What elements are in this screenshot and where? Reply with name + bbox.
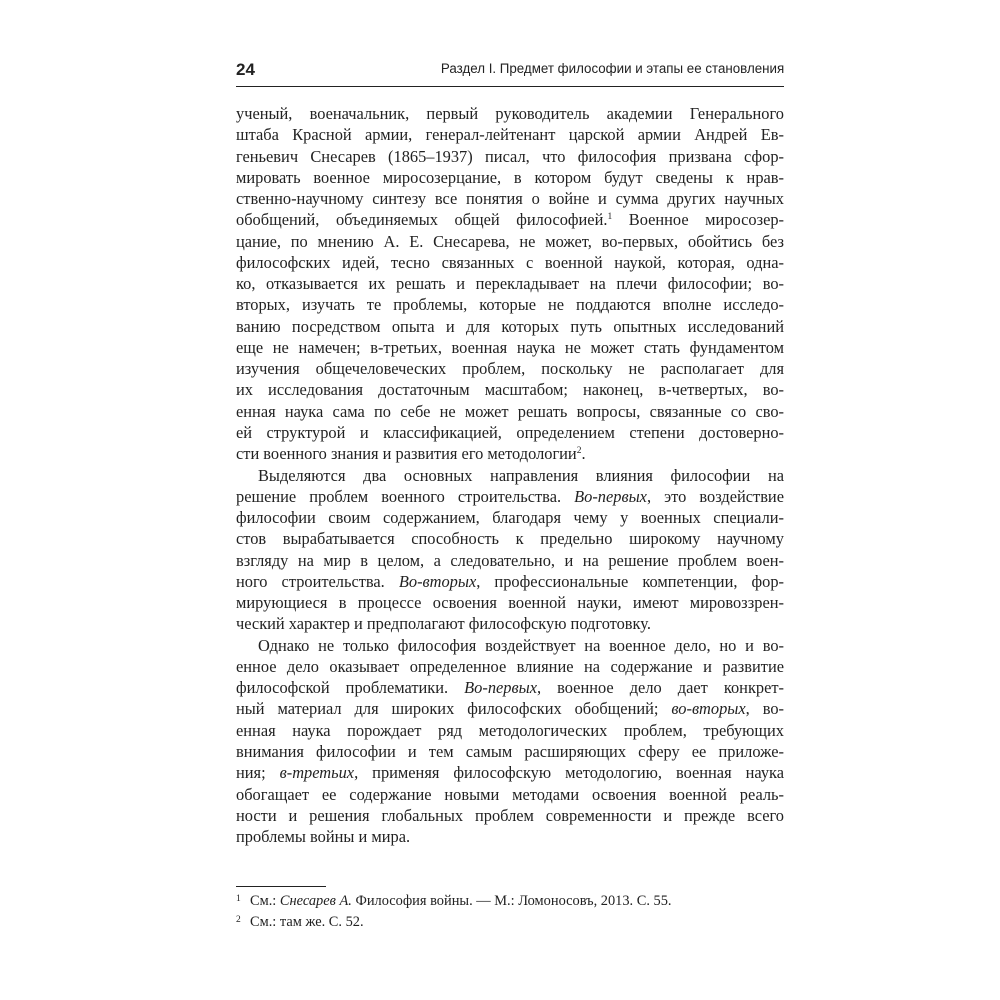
text-line: енная наука порождает ряд методологических проблем, требующих [236, 720, 784, 740]
text-line: вторых, изучать те проблемы, которые не поддаются вполне исследо- [236, 295, 784, 315]
text-segment: , применяя философскую методологию, военная наука [354, 763, 785, 783]
text-line [236, 677, 784, 698]
text-segment: философской проблематики. [236, 678, 465, 698]
text-line: ванию посредством опыта и для которых путь опытных исследований [236, 316, 784, 336]
emphasis: Во-первых [574, 486, 647, 506]
text-line [236, 486, 784, 507]
footnotes [236, 891, 784, 933]
footnote-rule [236, 886, 326, 887]
text-segment: сти военного знания и развития его методологии [236, 444, 577, 464]
text-line: взгляду на мир в целом, а следовательно, и на решение проблем воен- [236, 550, 784, 570]
text-line: философских идей, тесно связанных с военной наукой, которая, одна- [236, 252, 784, 272]
text-line: мировать военное миросозерцание, в котором будут сведены к нрав- [236, 167, 784, 187]
text-line [236, 443, 784, 464]
paragraph-3 [236, 635, 784, 848]
emphasis: Во-вторых [398, 571, 477, 591]
text-line: енная наука сама по себе не может решать вопросы, связанные со сво- [236, 401, 784, 421]
footnote-text: См.: [250, 893, 280, 909]
footnote-2 [236, 912, 784, 933]
text-line [236, 762, 784, 783]
text-line: штаба Красной армии, генерал-лейтенант царской армии Андрей Ев- [236, 125, 784, 145]
footnote-mark: 2 [236, 915, 241, 925]
text-line: цание, по мнению А. Е. Снесарева, не может, во-первых, обойтись без [236, 231, 784, 251]
text-segment: решение проблем военного строительства. [236, 486, 575, 506]
text-line [236, 209, 784, 230]
text-line: проблемы войны и мира. [236, 827, 411, 847]
text-line: мирующиеся в процессе освоения военной науки, имеют мировоззрен- [236, 593, 784, 613]
footnote-ref-2[interactable]: 2 [576, 446, 582, 457]
text-line: философии своим содержанием, благодаря чему у военных специали- [236, 508, 784, 528]
text-line: ей структурой и классификацией, определением степени достоверно- [236, 422, 784, 442]
text-line: Однако не только философия воздействует на военное дело, но и во- [258, 635, 784, 655]
text-line [236, 698, 784, 719]
footnote-mark: 1 [236, 894, 241, 904]
text-line: ученый, военачальник, первый руководитель академии Генерального [236, 104, 784, 123]
body-text [236, 103, 784, 847]
emphasis: во-вторых [671, 699, 746, 719]
footnote-1 [236, 891, 784, 912]
text-line [236, 571, 784, 592]
text-line: геньевич Снесарев (1865–1937) писал, что философия призвана сфор- [236, 146, 784, 166]
running-head: Раздел I. Предмет философии и этапы ее становления [440, 61, 784, 77]
text-segment: ного строительства. [236, 571, 399, 591]
footnote-author: Снесарев А. [279, 893, 352, 909]
text-line: внимания философии и тем самым расширяющих сферу ее приложе- [236, 741, 784, 761]
text-line: их исследования достаточным масштабом; наконец, в-четвертых, во- [236, 380, 784, 400]
text-line: Выделяются два основных направления влияния философии на [258, 465, 784, 485]
text-line: ческий характер и предполагают философскую подготовку. [236, 614, 651, 634]
text-line: обогащает ее содержание новыми методами освоения военной реаль- [236, 784, 784, 804]
text-segment: , военное дело дает конкрет- [537, 678, 784, 698]
text-line: енное дело оказывает определенное влияние на содержание и развитие [236, 656, 784, 676]
text-line: изучения общечеловеческих проблем, поскольку не располагает для [236, 359, 784, 379]
text-segment: ный материал для широких философских обобщений; [236, 699, 672, 719]
page-number: 24 [236, 60, 255, 79]
text-segment: , во- [745, 699, 784, 719]
text-segment: , профессиональные компетенции, фор- [476, 571, 784, 591]
footnote-text: Философия войны. — М.: Ломоносовъ, 2013. С. 55. [351, 893, 672, 909]
paragraph-2 [236, 465, 784, 635]
footnote-text: См.: там же. С. 52. [250, 914, 364, 930]
page-header [236, 60, 784, 84]
text-segment: . [581, 444, 586, 464]
emphasis: Во-первых [464, 678, 537, 698]
text-line: еще не намечен; в-третьих, военная наука не может стать фундаментом [236, 337, 784, 357]
header-rule [236, 86, 784, 87]
footnote-ref-1[interactable]: 1 [607, 212, 613, 223]
text-line: ко, отказывается их решать и перекладывает на плечи философии; во- [236, 274, 784, 294]
text-segment: , это воздействие [646, 486, 784, 506]
text-line: ности и решения глобальных проблем современности и прежде всего [236, 805, 784, 825]
paragraph-1 [236, 103, 784, 465]
text-segment: ния; [236, 763, 280, 783]
text-segment: Военное миросозер- [612, 210, 784, 230]
text-line: стов вырабатывается способность к предельно широкому научному [236, 529, 784, 549]
text-line: ственно-научному синтезу все понятия о войне и сумма других научных [236, 189, 784, 209]
emphasis: в-третьих [279, 763, 355, 783]
text-segment: обобщений, объединяемых общей философией. [236, 210, 608, 230]
